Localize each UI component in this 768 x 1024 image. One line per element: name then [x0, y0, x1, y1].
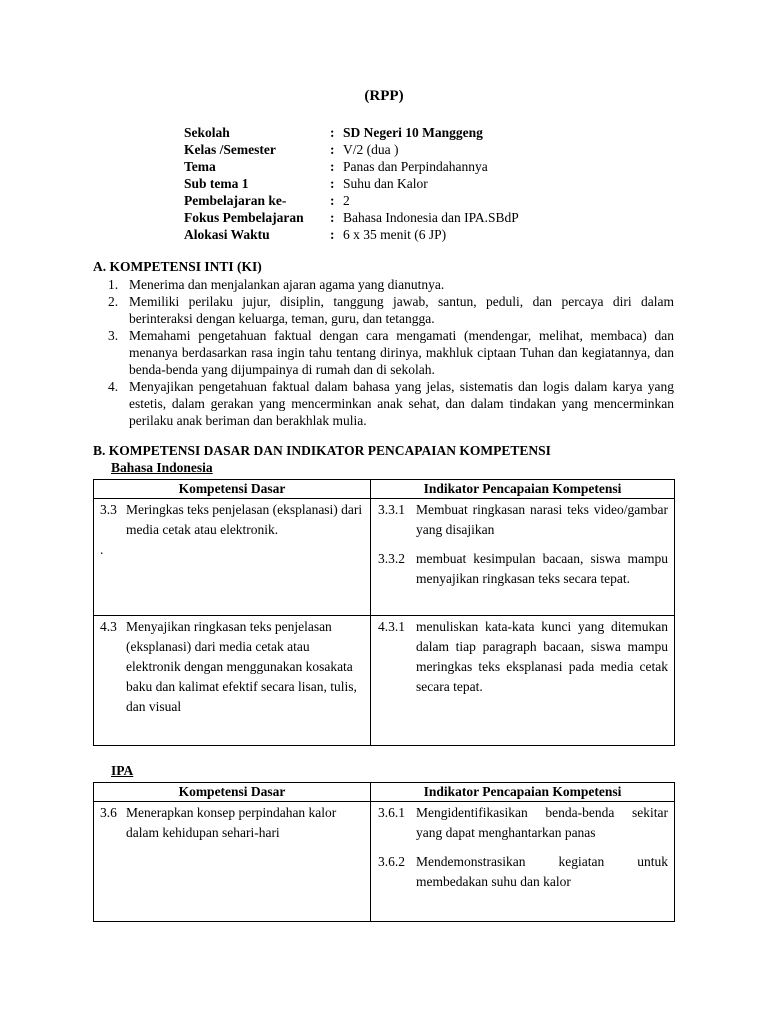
identity-key: Fokus Pembelajaran: [184, 210, 304, 225]
ki-list: [108, 276, 674, 429]
identity-colon: :: [330, 210, 335, 225]
kd-extra: .: [100, 542, 104, 557]
indicator-cell: [371, 499, 675, 616]
table-row: [94, 616, 675, 746]
indicator-number: 3.3.2: [378, 551, 405, 566]
kd-table-bahasa: [93, 479, 675, 746]
indicator-text: membuat kesimpulan bacaan, siswa mampu menyajikan ringkasan teks secara tepat.: [416, 551, 668, 586]
kd-text: Menerapkan konsep perpindahan kalor dalam kehidupan sehari-hari: [126, 805, 337, 840]
ki-text: Menyajikan pengetahuan faktual dalam bahasa yang jelas, sistematis dan logis dalam karya yang estetis, dalam gerakan yang mencerminkan anak sehat, dan dalam tindakan yang mencerminkan perilaku anak beriman dan berakhlak mulia.: [129, 379, 674, 428]
section-b-heading: B. KOMPETENSI DASAR DAN INDIKATOR PENCAPAIAN KOMPETENSI: [93, 443, 551, 458]
identity-colon: :: [330, 142, 335, 157]
column-header-indicator: Indikator Pencapaian Kompetensi: [371, 783, 675, 802]
indicator-number: 3.3.1: [378, 502, 405, 517]
kd-entry: [94, 616, 370, 717]
kd-table-ipa: [93, 782, 675, 922]
identity-value: Suhu dan Kalor: [343, 176, 428, 191]
indicator-cell: [371, 616, 675, 746]
column-header-kd: Kompetensi Dasar: [94, 480, 371, 499]
identity-row: [184, 158, 519, 175]
identity-colon: :: [330, 227, 335, 242]
indicator-entry: [371, 851, 674, 892]
identity-value: SD Negeri 10 Manggeng: [343, 125, 483, 140]
kd-number: 3.3: [100, 502, 117, 517]
ki-item: [108, 327, 674, 378]
table-row: [94, 499, 675, 616]
indicator-text: Membuat ringkasan narasi teks video/gambar yang disajikan: [416, 502, 668, 537]
column-header-kd: Kompetensi Dasar: [94, 783, 371, 802]
ki-text: Menerima dan menjalankan ajaran agama yang dianutnya.: [129, 277, 445, 292]
identity-key: Kelas /Semester: [184, 142, 276, 157]
ki-text: Memahami pengetahuan faktual dengan cara mengamati (mendengar, melihat, membaca) dan menanya berdasarkan rasa ingin tahu tentang dirinya, makhluk ciptaan Tuhan dan kegiatannya, dan benda-benda yang dijumpainya di rumah dan di sekolah.: [129, 328, 674, 377]
identity-block: [184, 124, 519, 243]
identity-value: Bahasa Indonesia dan IPA.SBdP: [343, 210, 519, 225]
ki-number: 1.: [108, 277, 119, 292]
identity-row: [184, 141, 519, 158]
identity-key: Sekolah: [184, 125, 230, 140]
identity-colon: :: [330, 193, 335, 208]
identity-colon: :: [330, 159, 335, 174]
ki-item: [108, 378, 674, 429]
indicator-entry: [371, 802, 674, 843]
indicator-entry: [371, 499, 674, 540]
identity-value: 2: [343, 193, 350, 208]
section-a-heading: A. KOMPETENSI INTI (KI): [93, 259, 262, 274]
ki-text: Memiliki perilaku jujur, disiplin, tanggung jawab, santun, peduli, dan percaya diri dalam berinteraksi dengan keluarga, teman, guru, dan tetangga.: [129, 294, 674, 326]
table-header-row: [94, 480, 675, 499]
kd-number: 3.6: [100, 805, 117, 820]
kd-cell: [94, 499, 371, 616]
identity-value: V/2 (dua ): [343, 142, 399, 157]
ki-number: 3.: [108, 328, 119, 343]
indicator-number: 3.6.1: [378, 805, 405, 820]
identity-row: [184, 124, 519, 141]
identity-row: [184, 209, 519, 226]
kd-entry: [94, 802, 370, 843]
ki-item: [108, 293, 674, 327]
ki-number: 4.: [108, 379, 119, 394]
identity-key: Pembelajaran ke-: [184, 193, 287, 208]
identity-colon: :: [330, 176, 335, 191]
kd-entry: [94, 499, 370, 540]
kd-cell: [94, 616, 371, 746]
indicator-number: 3.6.2: [378, 854, 405, 869]
ki-item: [108, 276, 674, 293]
indicator-cell: [371, 802, 675, 922]
indicator-entry: [371, 548, 674, 589]
kd-number: 4.3: [100, 619, 117, 634]
identity-key: Alokasi Waktu: [184, 227, 270, 242]
subject-heading-ipa: IPA: [111, 763, 134, 778]
identity-colon: :: [330, 125, 335, 140]
ki-number: 2.: [108, 294, 119, 309]
kd-text: Menyajikan ringkasan teks penjelasan (eksplanasi) dari media cetak atau elektronik dengan menggunakan kosakata baku dan kalimat efektif secara lisan, tulis, dan visual: [126, 619, 357, 714]
indicator-text: Mendemonstrasikan kegiatan untuk membedakan suhu dan kalor: [416, 854, 668, 889]
identity-row: [184, 192, 519, 209]
identity-row: [184, 226, 519, 243]
identity-key: Sub tema 1: [184, 176, 249, 191]
document-title: (RPP): [364, 88, 404, 104]
subject-heading-bahasa: Bahasa Indonesia: [111, 460, 213, 475]
table-header-row: [94, 783, 675, 802]
kd-cell: [94, 802, 371, 922]
indicator-number: 4.3.1: [378, 619, 405, 634]
column-header-indicator: Indikator Pencapaian Kompetensi: [371, 480, 675, 499]
kd-text: Meringkas teks penjelasan (eksplanasi) dari media cetak atau elektronik.: [126, 502, 363, 537]
identity-value: 6 x 35 menit (6 JP): [343, 227, 447, 242]
identity-value: Panas dan Perpindahannya: [343, 159, 488, 174]
table-row: [94, 802, 675, 922]
identity-row: [184, 175, 519, 192]
identity-key: Tema: [184, 159, 216, 174]
indicator-text: Mengidentifikasikan benda-benda sekitar yang dapat menghantarkan panas: [416, 805, 668, 840]
indicator-entry: [371, 616, 674, 697]
indicator-text: menuliskan kata-kata kunci yang ditemukan dalam tiap paragraph bacaan, siswa mampu meringkas teks eksplanasi pada media cetak secara tepat.: [416, 619, 668, 694]
